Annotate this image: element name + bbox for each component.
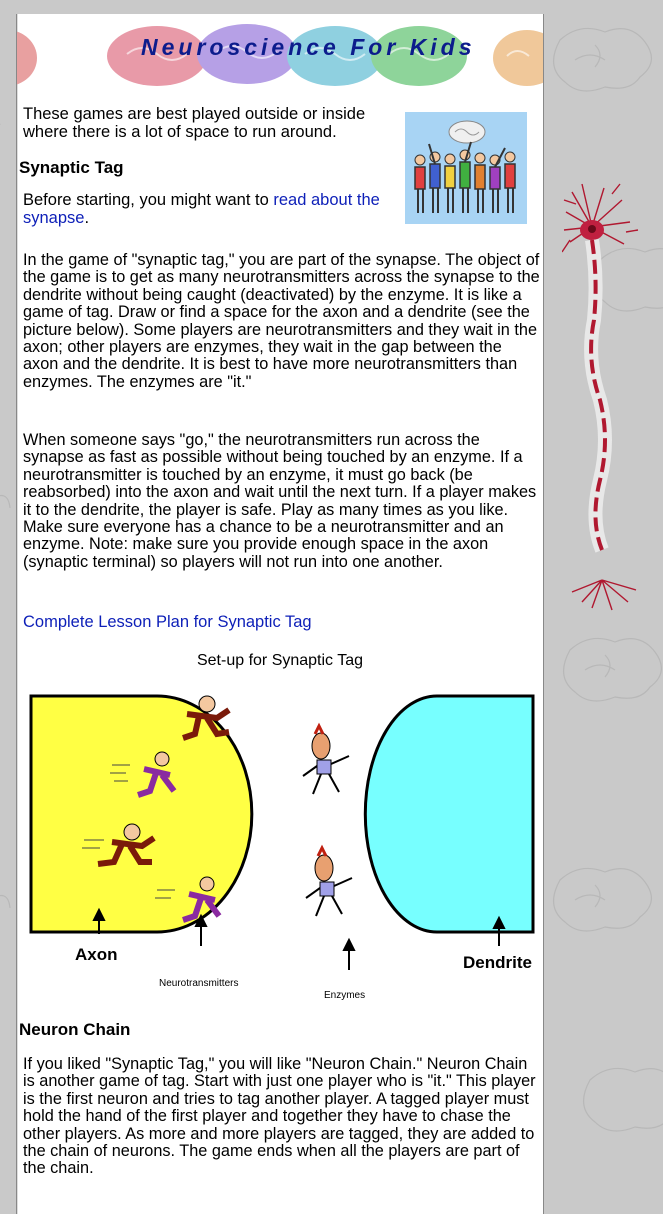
synaptic-tag-paragraph-2: When someone says "go," the neurotransmitters run across the synapse as fast as possible without being touched by an enzyme. If a neurotransmitter is touched by an enzyme, it must go back (be reabsorbed) into the axon and wait until the next turn. If a player makes it to the dendrite, the player is safe. Play as many times as you like. Make sure everyone has a chance to be a neurotransmitter and an enzyme. Note: make sure you provide enough space in the axon (synaptic terminal) so players will not run into one another.: [23, 431, 537, 571]
synaptic-tag-heading: Synaptic Tag: [19, 158, 124, 177]
dendrite-shape: [365, 696, 533, 932]
synaptic-tag-diagram: [27, 684, 537, 1004]
enzyme-figures: [303, 726, 352, 916]
before-suffix: .: [84, 208, 90, 227]
axon-label: Axon: [75, 945, 118, 964]
kids-playing-image: [405, 112, 527, 224]
read-about-synapse-link[interactable]: read about the synapse: [23, 191, 380, 227]
before-prefix: Before starting, you might want to: [23, 191, 274, 209]
intro-text: These games are best played outside or inside where there is a lot of space to run around.: [23, 105, 366, 141]
site-title: Neuroscience For Kids: [141, 34, 476, 60]
neuron-chain-heading: Neuron Chain: [19, 1020, 131, 1039]
neurotransmitters-label: Neurotransmitters: [159, 978, 239, 989]
content-column: [16, 14, 544, 1214]
enzymes-label: Enzymes: [324, 990, 366, 1001]
neuron-chain-paragraph: If you liked "Synaptic Tag," you will like "Neuron Chain." Neuron Chain is another game of tag. Start with just one player who is "it." This player is the first neuron and tries to tag another player. A tagged player must hold the hand of the first player and together they have to chase the other players. As more and more players are tagged, they are added to the chain of neurons. The game ends when all the players are part of the chain.: [23, 1055, 536, 1178]
diagram-title: Set-up for Synaptic Tag: [196, 652, 364, 669]
synaptic-tag-paragraph-1: In the game of "synaptic tag," you are part of the synapse. The object of the game is to get as many neurotransmitters across the synapse to the dendrite without being caught (deactivated) by the enzyme. It is like a game of tag. Draw or find a space for the axon and a dendrite (see the picture below). Some players are neurotransmitters and they wait in the axon; other players are enzymes, they wait in the gap between the axon and the dendrite. It is best to have more neurotransmitters than enzymes. The enzymes are "it.": [23, 251, 540, 391]
site-header: [17, 14, 543, 94]
neuron-illustration: [562, 182, 642, 612]
dendrite-label: Dendrite: [463, 953, 532, 972]
lesson-plan-link[interactable]: Complete Lesson Plan for Synaptic Tag: [23, 613, 312, 631]
before-starting-text: [23, 192, 393, 227]
